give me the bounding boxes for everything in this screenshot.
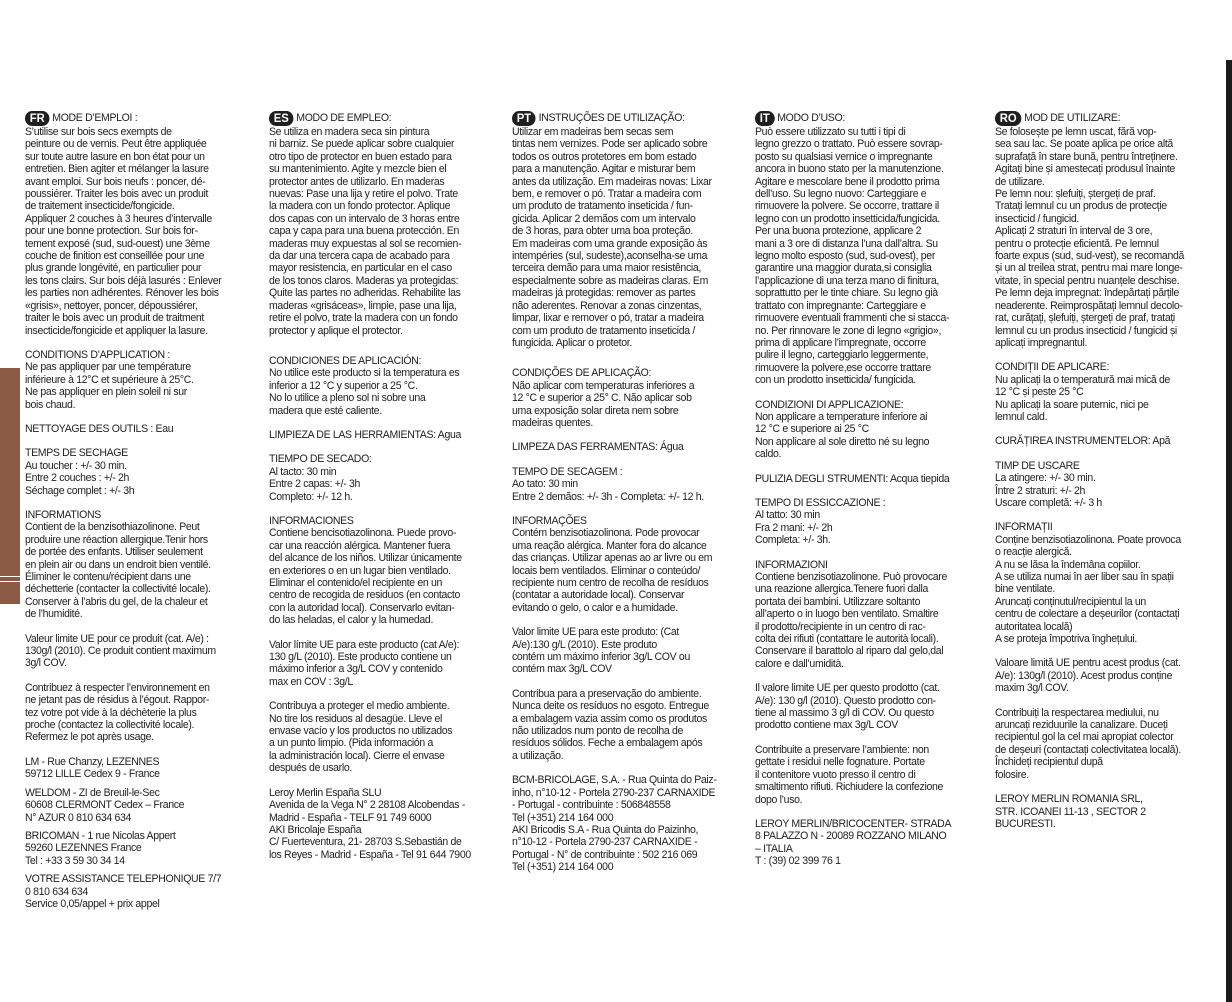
left-tab-tick <box>0 576 20 577</box>
column-heading <box>755 110 973 126</box>
language-badge-ro: RO <box>995 111 1021 126</box>
address-weldom: WELDOM - ZI de Breuil-le-Sec 60608 CLERMONT Cedex – France N° AZUR 0 810 634 634 <box>25 786 185 824</box>
tool-cleaning: PULIZIA DEGLI STRUMENTI: Acqua tiepida <box>755 472 950 485</box>
eu-limit-value: Valeur limite UE pour ce produit (cat. A/e) : 130g/l (2010). Ce produit contient maximum 3g/l COV. <box>25 632 216 670</box>
information: INFORMACIONES Contiene bencisotiazolinona. Puede provo- car una reacción alérgica. Mantener fuera del alcance de los niños. Utilizar únicamente en exteriores o en un lugar bien ventilado. Eliminar el contenido/el recipiente en un centro de recogida de residuos (en contacto con la autoridad local). Conservarlo evitan- do las heladas, el calor y la humedad. <box>269 514 462 627</box>
column-ro <box>995 110 1211 842</box>
language-badge-pt: PT <box>512 111 536 126</box>
company-address: LEROY MERLIN ROMANIA SRL, STR. ICOANEI 11-13 , SECTOR 2 BUCURESTI. <box>995 793 1146 830</box>
information: INFORMAÇÕES Contém benzisotiazolinona. Pode provocar uma reação alérgica. Manter fora do alcance das crianças. Utilizar apenas ao ar livre ou em locais bem ventilados. Eliminar o conteúdo/ recipiente num centro de recolha de resíduos (contatar a autoridade local). Conservar evitando o gelo, o calor e a humidade. <box>512 514 713 614</box>
environment-note: Contribuez à respecter l’environnement en ne jetant pas de résidus à l’égout. Rappor- tez votre pot vide à la déchèterie la plus proche (contactez la collectivité locale). Refermez le pot après usage. <box>25 681 210 744</box>
column-heading <box>995 110 1211 126</box>
information: INFORMATIONS Contient de la benzisothiazolinone. Peut produire une réaction allergique.Tenir hors de portée des enfants. Utiliser seulement en plein air ou dans un endroit bien ventilé. Éliminer le contenu/récipient dans une déchetterie (contacter la collectivité locale). Conserver à l’abris du gel, de la chaleur et de l’humidité. <box>25 508 211 621</box>
drying-time: TEMPS DE SECHAGE Au toucher : +/- 30 min. Entre 2 couches : +/- 2h Séchage complet : +/- 3h <box>25 447 135 497</box>
usage-paragraph: Se utiliza en madera seca sin pintura ni barniz. Se puede aplicar sobre cualquier otro tipo de protector en buen estado para su mantenimiento. Agite y mezcle bien el protector antes de utilizarlo. En maderas nuevas: Pase una lija y retire el polvo. Trate la madera con un fondo protector. Aplique dos capas con un intervalo de 3 horas entre capa y capa para una buena protección. En maderas muy expuestas al sol se recomien- da dar una tercera capa de acabado para mayor resistencia, en particular en el caso de los tonos claros. Maderas ya protegidas: Quite las partes no adheridas. Rehabilite las maderas «grisáceas», limpie, pase una lija, retire el polvo, trate la madera con un fondo protector y aplique el protector. <box>269 126 462 337</box>
language-badge-it: IT <box>755 111 774 126</box>
column-it <box>755 110 973 880</box>
column-es <box>269 110 487 873</box>
environment-note: Contribuya a proteger el medio ambiente. No tire los residuos al desagüe. Lleve el envase vacío y los productos no utilizados a un punto limpio. (Pida información a la administración local). Cierre el envase después de usarlo. <box>269 700 453 775</box>
column-fr <box>25 110 241 922</box>
language-badge-fr: FR <box>25 111 49 126</box>
application-conditions: CONDITIONS D’APPLICATION : Ne pas appliquer par une température inférieure à 12°C et supérieure à 25°C. Ne pas appliquer en plein soleil ni sur bois chaud. <box>25 348 194 411</box>
column-pt <box>512 110 730 886</box>
company-address: Leroy Merlin España SLU Avenida de la Vega N° 2 28108 Alcobendas - Madrid - España - TELF 91 749 6000 AKI Bricolaje España C/ Fuerteventura, 21- 28703 S.Sebastián de los Reyes - Madrid - España - Tel 91 644 7900 <box>269 786 471 861</box>
tool-cleaning: NETTOYAGE DES OUTILS : Eau <box>25 422 174 435</box>
environment-note: Contribuite a preservare l’ambiente: non gettate i residui nelle fognature. Portate il contenitore vuoto presso il centro di smaltimento rifiuti. Richiudere la confezione dopo l’uso. <box>755 743 944 806</box>
eu-limit-value: Valor limite UE para este produto: (Cat A/e):130 g/L (2010). Este produto contém um máximo inferior 3g/L COV ou contém max 3g/L COV <box>512 626 690 676</box>
environment-note: Contribua para a preservação do ambiente. Nunca deite os resíduos no esgoto. Entregue a embalagem vazia assim como os produtos não utilizados num ponto de recolha de resíduos sólidos. Feche a embalagem após a utilização. <box>512 687 709 762</box>
section-title: MODO DE EMPLEO: <box>296 111 392 124</box>
usage-paragraph: Se folosește pe lemn uscat, fără vop- sea sau lac. Se poate aplica pe orice altă suprafață în stare bună, pentru întreținere. Agitați bine și amestecați produsul înainte de utilizare. Pe lemn nou: șlefuiți, ștergeți de praf. Tratați lemnul cu un produs de protecție insecticid / fungicid. Aplicați 2 straturi în interval de 3 ore, pentru o protecție eficientă. Pe lemnul foarte expus (sud, sud-vest), se recomandă și un al treilea strat, pentru mai mare longe- vitate, în special pentru nuanțele deschise. Pe lemn deja impregnat: îndepărtați părțile neaderente. Reimprospătați lemnul decolo- rat, curățați, șlefuiți, ștergeți de praf, tratați lemnul cu un produs insecticid / fungicid și aplicați impregnantul. <box>995 126 1185 349</box>
environment-note: Contribuiți la respectarea mediului, nu aruncați reziduurile la canalizare. Duceți recipientul gol la cel mai apropiat colector de deșeuri (contactați colectivitatea locală). Închideți recipientul după folosire. <box>995 706 1181 781</box>
address-bricoman: BRICOMAN - 1 rue Nicolas Appert 59260 LEZENNES France Tel : +33 3 59 30 34 14 <box>25 829 176 867</box>
drying-time: TIMP DE USCARE La atingere: +/- 30 min. Între 2 straturi: +/- 2h Uscare completă: +/- 3 h <box>995 459 1102 509</box>
column-heading <box>25 110 241 126</box>
left-color-tab <box>0 368 20 604</box>
usage-paragraph: Utilizar em madeiras bem secas sem tintas nem vernizes. Pode ser aplicado sobre todos os outros protetores em bom estado para a manutenção. Agitar e misturar bem antes da utilização. Em madeiras novas: Lixar bem, e remover o pó. Tratar a madeira com um produto de tratamento inseticida / fun- gicida. Aplicar 2 demãos com um intervalo de 3 horas, para obter uma boa proteção. Em madeiras com uma grande exposição às intempéries (sul, sudeste),aconselha-se uma terceira demão para uma maior resistência, especialmente sobre as madeiras claras. Em madeiras já protegidas: remover as partes não aderentes. Renovar a zonas cinzentas, limpar, lixar e remover o pó, tratar a madeira com um produto de tratamento inseticida / fungicida. Aplicar o protetor. <box>512 126 712 349</box>
tool-cleaning: LIMPIEZA DE LAS HERRAMIENTAS: Agua <box>269 428 462 441</box>
application-conditions: CONDIZIONI DI APPLICAZIONE: Non applicare a temperature inferiore ai 12 °C e superiore ai 25 °C Non applicare al sole diretto né su legno caldo. <box>755 398 930 461</box>
tool-cleaning: LIMPEZA DAS FERRAMENTAS: Água <box>512 441 684 454</box>
application-conditions: CONDIȚII DE APLICARE: Nu aplicați la o temperatură mai mică de 12 °C și peste 25 °C Nu aplicați la soare puternic, nici pe lemnul cald. <box>995 361 1171 423</box>
tool-cleaning: CURĂȚIREA INSTRUMENTELOR: Apă <box>995 435 1171 448</box>
column-heading <box>512 110 730 126</box>
language-badge-es: ES <box>269 111 293 126</box>
drying-time: TEMPO DI ESSICCAZIONE : Al tatto: 30 min Fra 2 mani: +/- 2h Completa: +/- 3h. <box>755 496 886 547</box>
right-edge-bar <box>1226 60 1232 1002</box>
application-conditions: CONDICIONES DE APLICACIÓN: No utilice este producto si la temperatura es inferior a 12 °C y superior a 25 °C. No lo utilice a pleno sol ni sobre una madera que esté caliente. <box>269 354 460 417</box>
section-title: MODE D’EMPLOI : <box>52 111 138 124</box>
application-conditions: CONDIÇÕES DE APLICAÇÃO: Não aplicar com temperaturas inferiores a 12 °C e superior a 25° C. Não aplicar sob uma exposição solar direta nem sobre madeiras quentes. <box>512 367 695 429</box>
eu-limit-value: Valor límite UE para este producto (cat A/e): 130 g/L (2010). Este producto contiene un máximo inferior a 3g/L COV y contenido max en COV : 3g/L <box>269 638 460 688</box>
drying-time: TIEMPO DE SECADO: Al tacto: 30 min Entre 2 capas: +/- 3h Completo: +/- 12 h. <box>269 453 372 503</box>
usage-paragraph: Può essere utilizzato su tutti i tipi di legno grezzo o trattato. Può essere sovrap- posto su qualsiasi vernice o impregnante ancora in buono stato per la manutenzione. Agitare e mescolare bene il prodotto prima dell’uso. Su legno nuovo: Carteggiare e rimuovere la polvere. Se occorre, trattare il legno con un prodotto insetticida/fungicida. Per una buona protezione, applicare 2 mani a 3 ore di distanza l’una dall’altra. Su legno molto esposto (sud, sud-ovest), per garantire una maggior durata,si consiglia l’applicazione di una terza mano di finitura, soprattutto per le tinte chiare. Su legno già trattato con impregnante: Carteggiare e rimuovere eventuali frammenti che si stacca- no. Per rinnovare le zone di legno «grigio», prima di applicare l’impregnate, occorre pulire il legno, carteggiarlo leggermente, rimuovere la polvere,ese occorre trattare con un prodotto insetticida/ fungicida. <box>755 126 950 387</box>
company-address: BCM-BRICOLAGE, S.A. - Rua Quinta do Paiz- inho, n°10-12 - Portela 2790-237 CARNAXIDE - Portugal - contribuinte : 506848558 Tel (+351) 214 164 000 AKI Bricodis S.A - Rua Quinta do Paizinho, n°10-12 - Portela 2790-237 CARNAXIDE - Portugal - N° de contribuinte : 502 216 069 Tel (+351) 214 164 000 <box>512 774 717 874</box>
information: INFORMAȚII Conține benzisotiazolinona. Poate provoca o reacție alergică. A nu se lăsa la îndemâna copiilor. A se utiliza numai în aer liber sau în spații bine ventilate. Aruncați conținutul/recipientul la un centru de colectare a deșeurilor (contactați autoritatea locală) A se proteja împotriva înghețului. <box>995 521 1181 646</box>
usage-paragraph: S’utilise sur bois secs exempts de peinture ou de vernis. Peut être appliquée sur toute autre lasure en bon état pour un entretien. Bien agiter et mélanger la lasure avant emploi. Sur bois neufs : poncer, dé- poussiérer. Traiter les bois avec un produit de traitement insecticide/fongicide. Appliquer 2 couches à 3 heures d’intervalle pour une bonne protection. Sur bois for- tement exposé (sud, sud-ouest) une 3ème couche de finition est conseillée pour une plus grande longévité, en particulier pour les tons clairs. Sur bois déjà lasurés : Enlever les parties non adhérentes. Rénover les bois «grisis», nettoyer, poncer, dépoussiérer, traiter le bois avec un produit de traitment insecticide/fongicide et appliquer la lasure. <box>25 126 222 337</box>
drying-time: TEMPO DE SECAGEM : Ao tato: 30 min Entre 2 demãos: +/- 3h - Completa: +/- 12 h. <box>512 465 704 503</box>
column-heading <box>269 110 487 126</box>
eu-limit-value: Il valore limite UE per questo prodotto (cat. A/e): 130 g/l (2010). Questo prodotto con- tiene al massimo 3 g/l di COV. Ou questo prodotto contiene max 3g/L COV <box>755 682 940 732</box>
information: INFORMAZIONI Contiene benzisotiazolinone. Può provocare una reazione allergica.Tenere fuori dalla portata dei bambini. Utilizzare soltanto all’aperto o in luogo ben ventilato. Smaltire il prodotto/recipiente in un centro di rac- colta dei rifiuti (contattare le autorità locali). Conservare il barattolo al riparo dal gelo,dal calore e dall’umidità. <box>755 558 947 670</box>
section-title: MODO D’USO: <box>777 111 845 124</box>
section-title: MOD DE UTILIZARE: <box>1024 111 1121 124</box>
eu-limit-value: Valoare limită UE pentru acest produs (cat. A/e): 130g/l (2010). Acest produs conține maxim 3g/l COV. <box>995 657 1181 695</box>
phone-assistance: VOTRE ASSISTANCE TELEPHONIQUE 7/7 0 810 634 634 Service 0,05/appel + prix appel <box>25 873 222 910</box>
address-lm: LM - Rue Chanzy, LEZENNES 59712 LILLE Cedex 9 - France <box>25 755 160 781</box>
section-title: INSTRUÇÕES DE UTILIZAÇÃO: <box>538 111 685 124</box>
company-address: LEROY MERLIN/BRICOCENTER- STRADA 8 PALAZZO N - 20089 ROZZANO MILANO – ITALIA T : (39) 02 399 76 1 <box>755 817 952 868</box>
left-tab-tick <box>0 581 20 582</box>
